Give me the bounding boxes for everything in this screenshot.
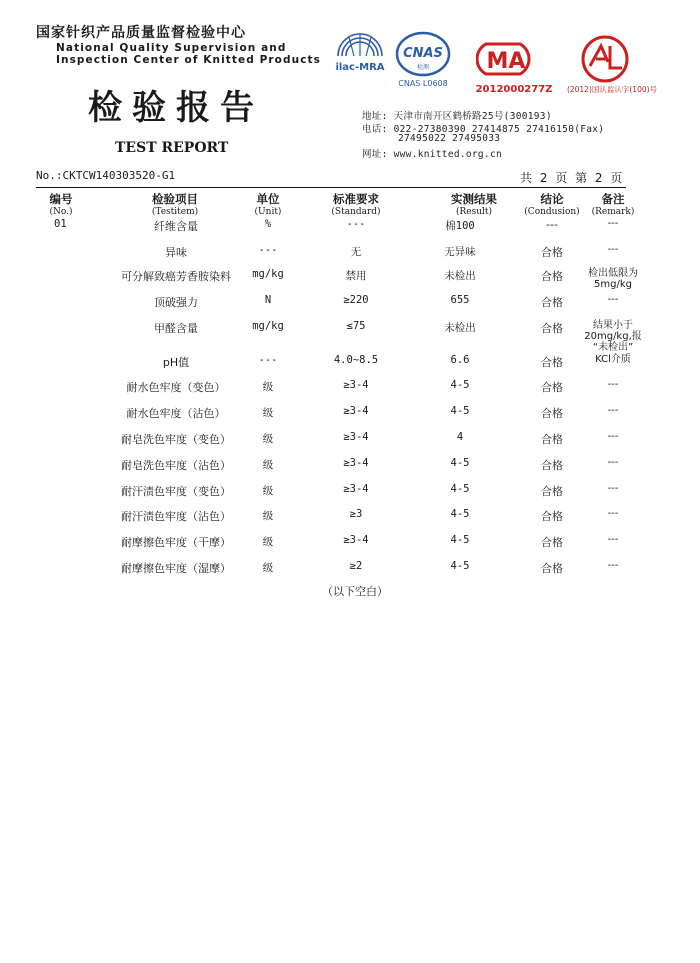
cell-item: 耐汗渍色牢度（变色） bbox=[121, 485, 231, 498]
cell-remark: KCl介质 bbox=[595, 354, 631, 365]
cell-conclusion: 合格 bbox=[541, 246, 563, 259]
header-testitem bbox=[100, 191, 250, 217]
phone-line: 电话: 022-27380390 27414875 27416150(Fax) bbox=[362, 124, 605, 135]
header-testitem-cn: 检验项目 bbox=[152, 192, 198, 206]
cell-unit: 级 bbox=[262, 536, 274, 548]
cell-conclusion: 合格 bbox=[541, 356, 563, 369]
cell-result: 4-5 bbox=[450, 457, 470, 469]
cell-standard: 禁用 bbox=[345, 270, 367, 282]
cell-remark: 结果小于 20mg/kg,报 “未检出” bbox=[584, 320, 642, 353]
cell-item: 耐水色牢度（变色） bbox=[126, 381, 226, 394]
cell-item: 耐皂洗色牢度（沾色） bbox=[121, 459, 231, 472]
cell-standard: ≥3-4 bbox=[343, 457, 369, 469]
cell-standard: ≥3-4 bbox=[343, 405, 369, 417]
report-title-cn: 检验报告 bbox=[88, 88, 264, 128]
cell-item: 耐摩擦色牢度（干摩） bbox=[121, 536, 231, 549]
cell-result: 655 bbox=[450, 294, 470, 306]
cell-item: 甲醛含量 bbox=[154, 322, 198, 335]
cell-result: 4-5 bbox=[450, 534, 470, 546]
cell-item: 异味 bbox=[165, 246, 187, 259]
header-divider bbox=[36, 187, 626, 188]
cell-no: 01 bbox=[54, 218, 67, 230]
cell-remark: --- bbox=[607, 379, 619, 390]
cell-remark: --- bbox=[607, 483, 619, 494]
cell-conclusion: 合格 bbox=[541, 510, 563, 523]
cell-result: 未检出 bbox=[444, 270, 476, 282]
cell-unit: --- bbox=[258, 354, 278, 366]
cell-unit: 级 bbox=[262, 485, 274, 497]
blank-below-note: （以下空白） bbox=[322, 585, 388, 598]
header-conclusion-cn: 结论 bbox=[540, 192, 564, 206]
cnas-logo-text: CNAS bbox=[403, 46, 443, 61]
report-number: No.:CKTCW140303520-G1 bbox=[36, 169, 176, 182]
cell-standard: ≥3-4 bbox=[343, 431, 369, 443]
cell-unit: mg/kg bbox=[252, 268, 284, 280]
cell-result: 4 bbox=[456, 431, 464, 443]
cell-item: 可分解致癌芳香胺染料 bbox=[121, 270, 231, 283]
cell-remark: --- bbox=[607, 431, 619, 442]
cell-item: 耐汗渍色牢度（沾色） bbox=[121, 510, 231, 523]
cell-result: 4-5 bbox=[450, 508, 470, 520]
cell-standard: ≤75 bbox=[346, 320, 366, 332]
cell-remark: 检出低限为 5mg/kg bbox=[588, 268, 638, 290]
cell-unit: 级 bbox=[262, 433, 274, 445]
cell-result: 未检出 bbox=[444, 322, 476, 334]
cell-remark: --- bbox=[607, 218, 619, 229]
cell-standard: ≥220 bbox=[343, 294, 369, 306]
cal-logo bbox=[578, 34, 632, 84]
header-standard-cn: 标准要求 bbox=[333, 192, 379, 206]
cell-standard: ≥3-4 bbox=[343, 379, 369, 391]
cell-conclusion: 合格 bbox=[541, 459, 563, 472]
cell-result: 4-5 bbox=[450, 483, 470, 495]
cell-conclusion: 合格 bbox=[541, 485, 563, 498]
cell-result: 6.6 bbox=[450, 354, 470, 366]
cma-logo bbox=[476, 38, 546, 80]
cell-remark: --- bbox=[607, 508, 619, 519]
cell-unit: 级 bbox=[262, 562, 274, 574]
header-no-en: (No.) bbox=[49, 207, 73, 217]
cnas-code: CNAS L0608 bbox=[398, 79, 448, 88]
cell-item: 顶破强力 bbox=[154, 296, 198, 309]
header-unit-en: (Unit) bbox=[254, 207, 282, 217]
cal-code: (2012)国认监认字(100)号 bbox=[566, 85, 658, 94]
header-conclusion bbox=[520, 191, 584, 217]
institution-name-en-line1: National Quality Supervision and bbox=[56, 42, 287, 54]
header-standard-en: (Standard) bbox=[331, 207, 381, 217]
institution-name-cn: 国家针织产品质量监督检验中心 bbox=[36, 25, 246, 41]
header-no-cn: 编号 bbox=[49, 192, 73, 206]
cell-conclusion: 合格 bbox=[541, 270, 563, 283]
cell-unit: 级 bbox=[262, 381, 274, 393]
cma-logo-text: MA bbox=[486, 49, 526, 74]
cell-item: 耐水色牢度（沾色） bbox=[126, 407, 226, 420]
cell-conclusion: --- bbox=[546, 218, 558, 231]
cell-remark: --- bbox=[607, 560, 619, 571]
cell-remark: --- bbox=[607, 534, 619, 545]
website-line: 网址: www.knitted.org.cn bbox=[362, 149, 502, 160]
cell-result: 棉100 bbox=[445, 220, 475, 232]
cell-conclusion: 合格 bbox=[541, 433, 563, 446]
cell-conclusion: 合格 bbox=[541, 381, 563, 394]
cell-remark: --- bbox=[607, 244, 619, 255]
header-result-cn: 实测结果 bbox=[451, 192, 497, 206]
header-remark bbox=[584, 191, 642, 217]
cell-result: 4-5 bbox=[450, 560, 470, 572]
institution-name-en-line2: Inspection Center of Knitted Products bbox=[56, 54, 321, 66]
cell-conclusion: 合格 bbox=[541, 536, 563, 549]
cell-conclusion: 合格 bbox=[541, 296, 563, 309]
header-no bbox=[36, 191, 86, 217]
cell-conclusion: 合格 bbox=[541, 407, 563, 420]
cell-item: pH值 bbox=[162, 356, 190, 369]
ilac-mra-text: ilac-MRA bbox=[335, 62, 385, 73]
cell-remark: --- bbox=[607, 405, 619, 416]
cell-result: 无异味 bbox=[444, 246, 476, 258]
header-unit bbox=[238, 191, 298, 217]
header-unit-cn: 单位 bbox=[256, 192, 280, 206]
cell-result: 4-5 bbox=[450, 405, 470, 417]
cell-remark: --- bbox=[607, 457, 619, 468]
cell-unit: % bbox=[264, 218, 272, 230]
cell-unit: 级 bbox=[262, 407, 274, 419]
cell-unit: --- bbox=[258, 244, 278, 256]
phone-line-cont: 27495022 27495033 bbox=[398, 133, 501, 144]
header-standard bbox=[316, 191, 396, 217]
cell-standard: --- bbox=[346, 218, 366, 230]
header-remark-cn: 备注 bbox=[601, 192, 625, 206]
header-result-en: (Result) bbox=[455, 207, 493, 217]
ilac-mra-logo bbox=[332, 30, 388, 78]
cnas-logo bbox=[392, 30, 454, 90]
cell-standard: ≥3 bbox=[349, 508, 363, 520]
cell-remark: --- bbox=[607, 294, 619, 305]
header-conclusion-en: (Condusion) bbox=[524, 207, 580, 217]
cell-conclusion: 合格 bbox=[541, 322, 563, 335]
cell-standard: ≥2 bbox=[349, 560, 363, 572]
cell-standard: 4.0~8.5 bbox=[333, 354, 379, 366]
cell-conclusion: 合格 bbox=[541, 562, 563, 575]
page-indicator: 共 2 页 第 2 页 bbox=[520, 171, 623, 185]
cell-result: 4-5 bbox=[450, 379, 470, 391]
cnas-logo-subtext: 检测 bbox=[416, 64, 430, 71]
cell-item: 耐摩擦色牢度（湿摩） bbox=[121, 562, 231, 575]
cma-code: 2012000277Z bbox=[475, 84, 553, 95]
cell-unit: 级 bbox=[262, 459, 274, 471]
header-remark-en: (Remark) bbox=[591, 207, 635, 217]
cell-unit: 级 bbox=[262, 510, 274, 522]
cell-standard: 无 bbox=[350, 246, 362, 258]
cell-item: 耐皂洗色牢度（变色） bbox=[121, 433, 231, 446]
header-result bbox=[434, 191, 514, 217]
cell-unit: N bbox=[264, 294, 272, 306]
cell-unit: mg/kg bbox=[252, 320, 284, 332]
cell-item: 纤维含量 bbox=[154, 220, 198, 233]
report-title-en: TEST REPORT bbox=[115, 140, 229, 156]
cell-standard: ≥3-4 bbox=[343, 483, 369, 495]
address-line: 地址: 天津市南开区鹤桥路25号(300193) bbox=[362, 111, 552, 122]
cell-standard: ≥3-4 bbox=[343, 534, 369, 546]
header-testitem-en: (Testitem) bbox=[151, 207, 199, 217]
